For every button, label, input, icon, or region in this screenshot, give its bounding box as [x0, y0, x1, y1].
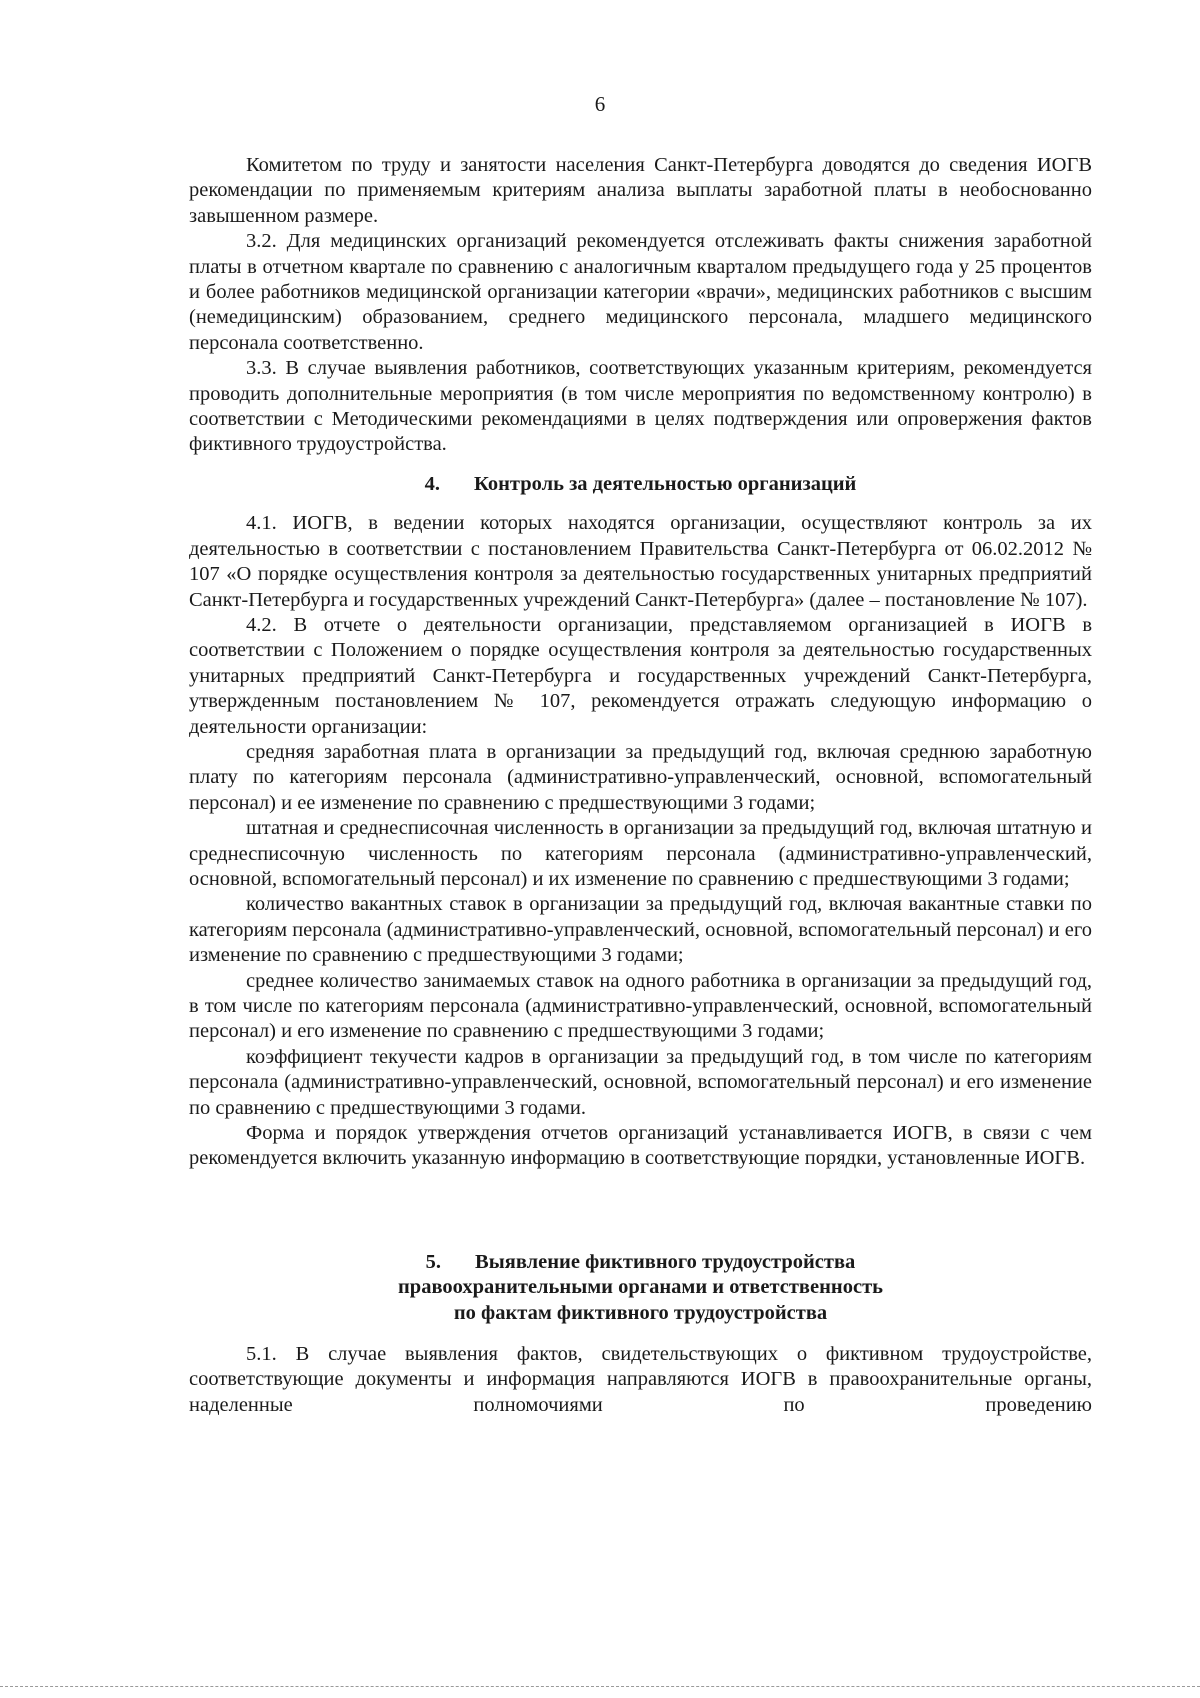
list-item-vacancies: количество вакантных ставок в организации за предыдущий год, включая вакантные ставки по категориям персонала (административно-управленческий, основной, вспомогательный персонал) и его изменение по сравнению с предшествующими 3 годами;	[189, 893, 1092, 967]
section-4-number: 4.	[424, 472, 440, 495]
paragraph-4-1: 4.1. ИОГВ, в ведении которых находятся организации, осуществляют контроль за их деятельностью в соответствии с постановлением Правительства Санкт-Петербурга от 06.02.2012 № 107 «О порядке осуществления контроля за деятельностью государственных унитарных предприятий Санкт-Петербурга и государственных учреждений Санкт-Петербурга» (далее – постановление № 107).	[189, 512, 1092, 611]
paragraph-committee-recommendations: Комитетом по труду и занятости населения Санкт-Петербурга доводятся до сведения ИОГВ рекомендации по применяемым критериям анализа выплаты заработной платы в необоснованно завышенном размере.	[189, 154, 1092, 227]
document-body	[189, 153, 1092, 1418]
section-4-title: Контроль за деятельностью организаций	[474, 472, 857, 495]
section-5-number: 5.	[425, 1250, 442, 1273]
paragraph-report-form: Форма и порядок утверждения отчетов организаций устанавливается ИОГВ, в связи с чем рекомендуется включить указанную информацию в соответствующие порядки, установленные ИОГВ.	[189, 1122, 1092, 1170]
section-4-heading	[189, 472, 1092, 497]
list-item-headcount: штатная и среднесписочная численность в организации за предыдущий год, включая штатную и среднесписочную численность по категориям персонала (административно-управленческий, основной, вспомогательный персонал) и их изменение по сравнению с предшествующими 3 годами;	[189, 817, 1092, 890]
paragraph-3-3: 3.3. В случае выявления работников, соответствующих указанным критериям, рекомендуется проводить дополнительные мероприятия (в том числе мероприятия по ведомственному контролю) в соответствии с Методическими рекомендациями в целях подтверждения или опровержения фактов фиктивного трудоустройства.	[189, 357, 1092, 456]
paragraph-3-2: 3.2. Для медицинских организаций рекомендуется отслеживать факты снижения заработной платы в отчетном квартале по сравнению с аналогичным кварталом предыдущего года у 25 процентов и более работников медицинской организации категории «врачи», медицинских работников с высшим (немедицинским) образованием, среднего медицинского персонала, младшего медицинского персонала соответственно.	[189, 230, 1092, 354]
paragraph-5-1: 5.1. В случае выявления фактов, свидетельствующих о фиктивном трудоустройстве, соответствующие документы и информация направляются ИОГВ в правоохранительные органы, наделенные полномочиями по проведению	[189, 1343, 1092, 1416]
section-5-title-line-2: правоохранительными органами и ответственность	[397, 1276, 883, 1299]
page-bottom-edge	[0, 1686, 1200, 1687]
paragraph-4-2: 4.2. В отчете о деятельности организации, представляемом организацией в ИОГВ в соответствии с Положением о порядке осуществления контроля за деятельностью государственных унитарных предприятий Санкт-Петербурга и государственных учреждений Санкт-Петербурга, утвержденным постановлением № 107, рекомендуется отражать следующую информацию о деятельности организации:	[189, 613, 1092, 738]
section-5-title-line-3: по фактам фиктивного трудоустройства	[453, 1301, 828, 1324]
page-number: 6	[594, 92, 606, 116]
list-item-turnover: коэффициент текучести кадров в организации за предыдущий год, в том числе по категориям персонала (административно-управленческий, основной, вспомогательный персонал) и его изменение по сравнению с предшествующими 3 годами.	[189, 1045, 1092, 1119]
list-item-average-salary: средняя заработная плата в организации за предыдущий год, включая среднюю заработную плату по категориям персонала (административно-управленческий, основной, вспомогательный персонал) и ее изменение по сравнению с предшествующими 3 годами;	[189, 740, 1092, 814]
list-item-average-rates: среднее количество занимаемых ставок на одного работника в организации за предыдущий год, в том числе по категориям персонала (административно-управленческий, основной, вспомогательный персонал) и его изменение по сравнению с предшествующими 3 годами;	[189, 969, 1092, 1043]
section-5-heading	[189, 1250, 1092, 1326]
section-5-title-line-1: 5. Выявление фиктивного трудоустройства	[189, 1250, 1092, 1275]
